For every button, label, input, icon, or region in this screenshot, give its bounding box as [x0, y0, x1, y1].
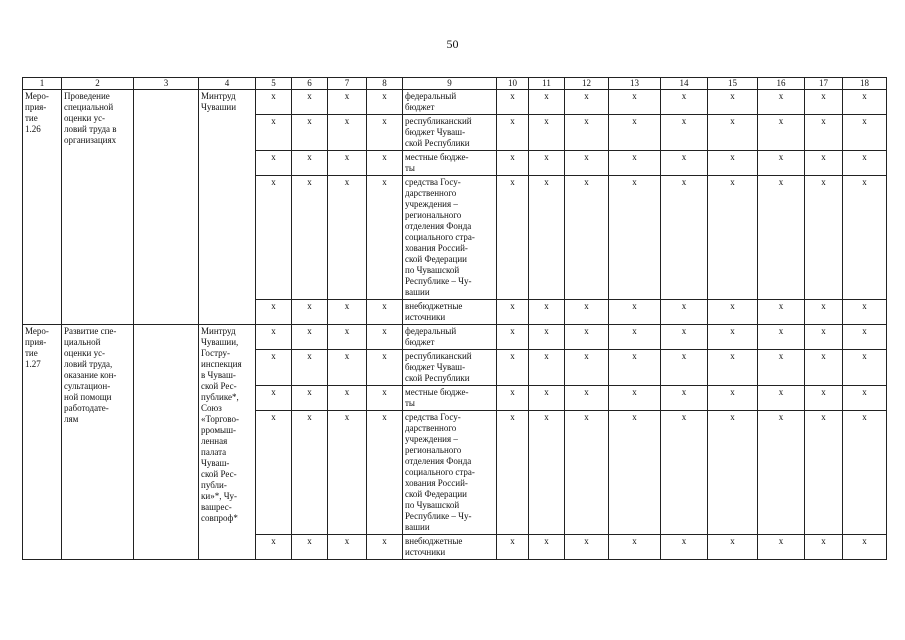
mark-cell: x [805, 176, 843, 300]
mark-cell: x [529, 90, 565, 115]
mark-cell: x [708, 325, 758, 350]
funding-source: внебюджетные источники [403, 535, 497, 560]
mark-cell: x [565, 300, 609, 325]
activity-number: Меро- прия- тие 1.27 [23, 325, 62, 560]
mark-cell: x [758, 176, 805, 300]
funding-source: местные бюдже- ты [403, 151, 497, 176]
mark-cell: x [292, 386, 328, 411]
executor: Минтруд Чувашии, Гостру- инспекция в Чуваш- ской Рес- публике*, Союз «Торгово- pромыш- ленная палата Чуваш- ской Рес- публи- ки»*, Чу- вашрес- совпроф* [199, 325, 256, 560]
mark-cell: x [367, 386, 403, 411]
mark-cell: x [565, 350, 609, 386]
mark-cell: x [758, 411, 805, 535]
mark-cell: x [708, 115, 758, 151]
activity-name: Развитие спе- циальной оценки ус- ловий труда, оказание кон- сультацион- ной помощи работодате- лям [62, 325, 134, 560]
mark-cell: x [805, 300, 843, 325]
mark-cell: x [529, 411, 565, 535]
mark-cell: x [805, 151, 843, 176]
mark-cell: x [708, 90, 758, 115]
funding-source: республиканский бюджет Чуваш- ской Республики [403, 350, 497, 386]
column-number-1: 1 [23, 78, 62, 90]
mark-cell: x [565, 325, 609, 350]
mark-cell: x [367, 176, 403, 300]
mark-cell: x [661, 411, 708, 535]
mark-cell: x [529, 535, 565, 560]
mark-cell: x [292, 151, 328, 176]
mark-cell: x [609, 411, 661, 535]
mark-cell: x [661, 115, 708, 151]
page-number: 50 [446, 37, 459, 51]
mark-cell: x [758, 90, 805, 115]
mark-cell: x [367, 535, 403, 560]
mark-cell: x [529, 350, 565, 386]
mark-cell: x [256, 176, 292, 300]
mark-cell: x [256, 300, 292, 325]
column-number-2: 2 [62, 78, 134, 90]
mark-cell: x [758, 386, 805, 411]
mark-cell: x [328, 115, 367, 151]
mark-cell: x [367, 325, 403, 350]
mark-cell: x [708, 411, 758, 535]
column-number-13: 13 [609, 78, 661, 90]
mark-cell: x [758, 350, 805, 386]
mark-cell: x [292, 535, 328, 560]
mark-cell: x [565, 386, 609, 411]
mark-cell: x [497, 300, 529, 325]
mark-cell: x [256, 535, 292, 560]
mark-cell: x [328, 300, 367, 325]
funding-source: федеральный бюджет [403, 325, 497, 350]
mark-cell: x [661, 90, 708, 115]
mark-cell: x [367, 151, 403, 176]
table-row [23, 325, 887, 350]
mark-cell: x [565, 151, 609, 176]
mark-cell: x [661, 176, 708, 300]
mark-cell: x [328, 411, 367, 535]
mark-cell: x [609, 115, 661, 151]
mark-cell: x [256, 325, 292, 350]
mark-cell: x [609, 300, 661, 325]
column-number-4: 4 [199, 78, 256, 90]
funding-source: федеральный бюджет [403, 90, 497, 115]
mark-cell: x [367, 115, 403, 151]
column-number-14: 14 [661, 78, 708, 90]
mark-cell: x [661, 386, 708, 411]
mark-cell: x [292, 115, 328, 151]
mark-cell: x [609, 350, 661, 386]
mark-cell: x [661, 151, 708, 176]
mark-cell: x [328, 176, 367, 300]
mark-cell: x [256, 350, 292, 386]
mark-cell: x [708, 535, 758, 560]
mark-cell: x [328, 151, 367, 176]
mark-cell: x [497, 535, 529, 560]
mark-cell: x [565, 115, 609, 151]
mark-cell: x [609, 535, 661, 560]
mark-cell: x [843, 411, 887, 535]
mark-cell: x [292, 325, 328, 350]
mark-cell: x [708, 386, 758, 411]
funding-source: республиканский бюджет Чуваш- ской Республики [403, 115, 497, 151]
mark-cell: x [497, 350, 529, 386]
mark-cell: x [497, 176, 529, 300]
mark-cell: x [497, 90, 529, 115]
mark-cell: x [529, 386, 565, 411]
mark-cell: x [843, 386, 887, 411]
mark-cell: x [328, 386, 367, 411]
header-row [23, 78, 887, 90]
mark-cell: x [328, 535, 367, 560]
mark-cell: x [758, 151, 805, 176]
mark-cell: x [843, 300, 887, 325]
column-number-6: 6 [292, 78, 328, 90]
mark-cell: x [843, 90, 887, 115]
mark-cell: x [565, 411, 609, 535]
mark-cell: x [843, 350, 887, 386]
funding-source: местные бюдже- ты [403, 386, 497, 411]
mark-cell: x [805, 386, 843, 411]
mark-cell: x [843, 325, 887, 350]
mark-cell: x [843, 151, 887, 176]
mark-cell: x [292, 90, 328, 115]
mark-cell: x [758, 300, 805, 325]
mark-cell: x [367, 411, 403, 535]
mark-cell: x [367, 350, 403, 386]
mark-cell: x [805, 535, 843, 560]
mark-cell: x [609, 325, 661, 350]
budget-table [22, 77, 887, 560]
mark-cell: x [609, 176, 661, 300]
mark-cell: x [708, 350, 758, 386]
mark-cell: x [529, 300, 565, 325]
mark-cell: x [565, 176, 609, 300]
activity-number: Меро- прия- тие 1.26 [23, 90, 62, 325]
mark-cell: x [497, 325, 529, 350]
mark-cell: x [661, 325, 708, 350]
mark-cell: x [328, 325, 367, 350]
mark-cell: x [758, 325, 805, 350]
mark-cell: x [367, 300, 403, 325]
mark-cell: x [565, 90, 609, 115]
mark-cell: x [805, 411, 843, 535]
mark-cell: x [256, 151, 292, 176]
column-number-18: 18 [843, 78, 887, 90]
column-3-cell [134, 325, 199, 560]
column-number-12: 12 [565, 78, 609, 90]
mark-cell: x [805, 90, 843, 115]
mark-cell: x [758, 535, 805, 560]
funding-source: средства Госу- дарственного учреждения – регионального отделения Фонда социального стра- хования Россий- ской Федерации по Чувашской Республике – Чу- вашии [403, 411, 497, 535]
mark-cell: x [708, 176, 758, 300]
mark-cell: x [529, 115, 565, 151]
mark-cell: x [843, 115, 887, 151]
column-number-3: 3 [134, 78, 199, 90]
column-number-15: 15 [708, 78, 758, 90]
mark-cell: x [843, 535, 887, 560]
mark-cell: x [497, 386, 529, 411]
mark-cell: x [328, 350, 367, 386]
mark-cell: x [497, 115, 529, 151]
column-number-9: 9 [403, 78, 497, 90]
mark-cell: x [497, 151, 529, 176]
mark-cell: x [708, 151, 758, 176]
funding-source: внебюджетные источники [403, 300, 497, 325]
column-number-10: 10 [497, 78, 529, 90]
column-number-11: 11 [529, 78, 565, 90]
mark-cell: x [292, 350, 328, 386]
mark-cell: x [292, 300, 328, 325]
column-number-16: 16 [758, 78, 805, 90]
mark-cell: x [256, 115, 292, 151]
mark-cell: x [843, 176, 887, 300]
mark-cell: x [758, 115, 805, 151]
mark-cell: x [609, 386, 661, 411]
mark-cell: x [328, 90, 367, 115]
mark-cell: x [529, 151, 565, 176]
mark-cell: x [565, 535, 609, 560]
mark-cell: x [708, 300, 758, 325]
mark-cell: x [256, 411, 292, 535]
mark-cell: x [609, 151, 661, 176]
table-row [23, 90, 887, 115]
mark-cell: x [367, 90, 403, 115]
column-number-7: 7 [328, 78, 367, 90]
mark-cell: x [661, 350, 708, 386]
mark-cell: x [529, 325, 565, 350]
mark-cell: x [497, 411, 529, 535]
mark-cell: x [292, 176, 328, 300]
column-number-5: 5 [256, 78, 292, 90]
mark-cell: x [661, 300, 708, 325]
activity-name: Проведение специальной оценки ус- ловий труда в организациях [62, 90, 134, 325]
column-3-cell [134, 90, 199, 325]
mark-cell: x [529, 176, 565, 300]
mark-cell: x [661, 535, 708, 560]
mark-cell: x [292, 411, 328, 535]
executor: Минтруд Чувашии [199, 90, 256, 325]
mark-cell: x [609, 90, 661, 115]
column-number-8: 8 [367, 78, 403, 90]
mark-cell: x [805, 350, 843, 386]
column-number-17: 17 [805, 78, 843, 90]
mark-cell: x [805, 115, 843, 151]
funding-source: средства Госу- дарственного учреждения – регионального отделения Фонда социального стра- хования Россий- ской Федерации по Чувашской Республике – Чу- вашии [403, 176, 497, 300]
mark-cell: x [256, 386, 292, 411]
mark-cell: x [256, 90, 292, 115]
mark-cell: x [805, 325, 843, 350]
